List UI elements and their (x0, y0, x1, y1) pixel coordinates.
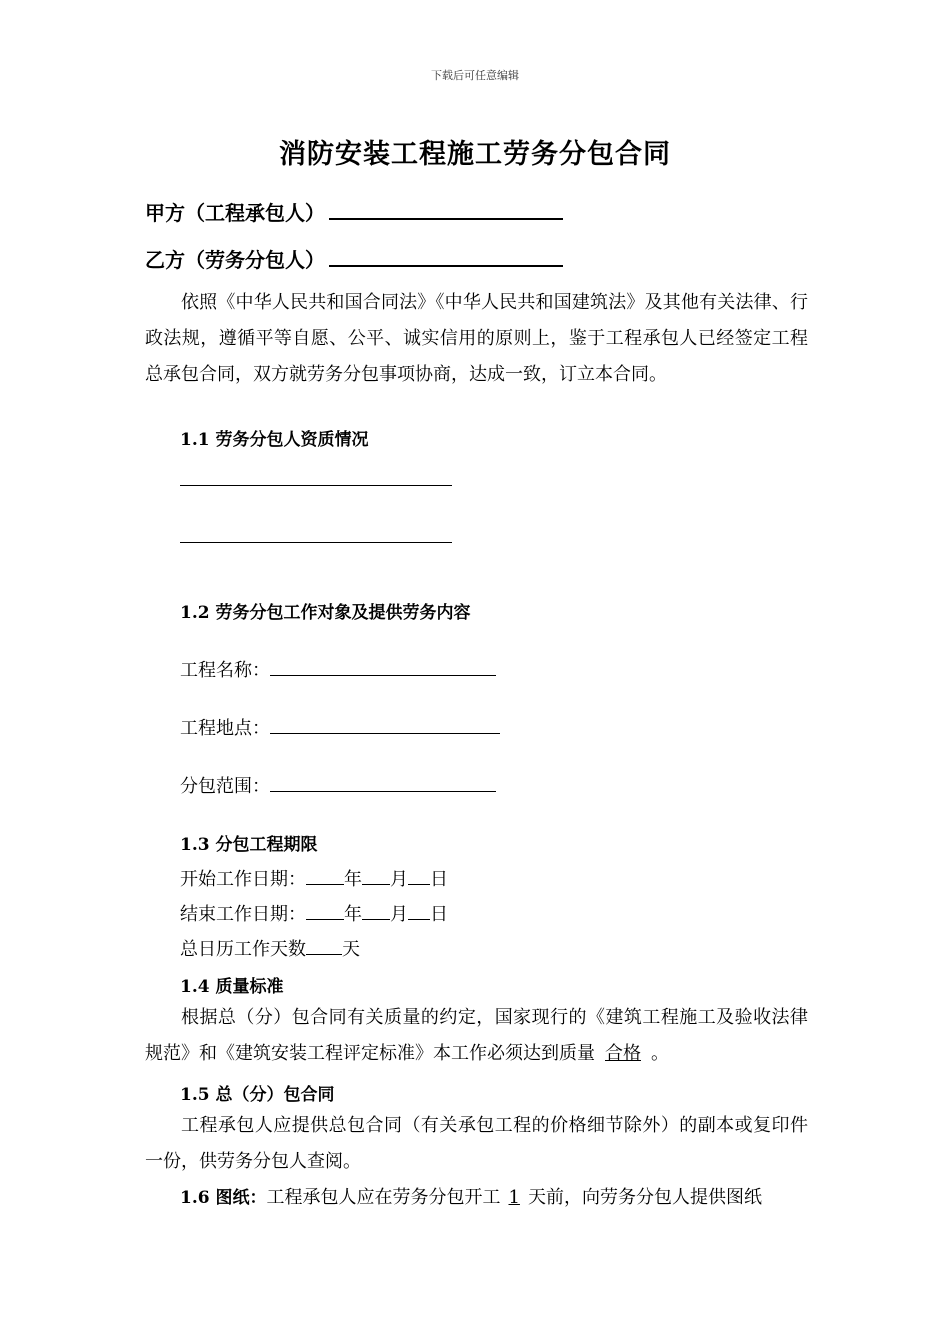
project-location-label: 工程地点： (180, 718, 270, 739)
general-contract-paragraph: 工程承包人应提供总包合同（有关承包工程的价格细节除外）的副本或复印件一份，供劳务分包人查阅。 (145, 1115, 808, 1172)
project-location-row (180, 714, 500, 740)
party-b-blank (329, 247, 563, 267)
total-days-label: 总日历工作天数 (180, 939, 306, 960)
start-date-label: 开始工作日期： (180, 869, 306, 890)
start-day-unit: 日 (430, 869, 448, 890)
end-year-blank (306, 903, 344, 920)
scope-label: 分包范围： (180, 776, 270, 797)
scope-blank (270, 775, 496, 792)
start-day-blank (408, 868, 430, 885)
drawings-text: 工程承包人应在劳务分包开工 (266, 1187, 501, 1208)
party-a-label: 甲方（工程承包人） (145, 201, 325, 225)
intro-paragraph: 依照《中华人民共和国合同法》《中华人民共和国建筑法》及其他有关法律、行政法规，遵循平等自愿、公平、诚实信用的原则上，鉴于工程承包人已经签定工程总承包合同，双方就劳务分包事项协商，达成一致，订立本合同。 (145, 292, 808, 385)
end-date-row (180, 900, 448, 926)
quality-text: 根据总（分）包合同有关质量的约定，国家现行的《建筑工程施工及验收法律规范》和《建筑安装工程评定标准》本工作必须达到质量 (145, 1007, 808, 1064)
drawings-paragraph (180, 1180, 808, 1216)
end-day-blank (408, 903, 430, 920)
quality-end: 。 (651, 1043, 669, 1064)
section-1-1-heading: 1.1 劳务分包人资质情况 (180, 430, 369, 450)
document-title: 消防安装工程施工劳务分包合同 (279, 139, 671, 170)
scope-row (180, 772, 496, 798)
start-year-unit: 年 (344, 869, 362, 890)
section-1-2-heading: 1.2 劳务分包工作对象及提供劳务内容 (180, 603, 471, 623)
party-a-row (145, 197, 563, 226)
project-name-label: 工程名称： (180, 660, 270, 681)
start-date-row (180, 865, 448, 891)
quality-paragraph (145, 1000, 808, 1072)
start-month-unit: 月 (390, 869, 408, 890)
party-a-blank (329, 200, 563, 220)
start-month-blank (362, 868, 390, 885)
project-location-blank (270, 717, 500, 734)
project-name-row (180, 656, 496, 682)
total-days-blank (306, 938, 342, 955)
qualification-blank-2 (180, 542, 452, 543)
end-year-unit: 年 (344, 904, 362, 925)
section-1-3-heading: 1.3 分包工程期限 (180, 835, 318, 855)
qualification-blank-1 (180, 485, 452, 486)
total-days-row (180, 935, 360, 961)
start-year-blank (306, 868, 344, 885)
drawings-text-end: 天前，向劳务分包人提供图纸 (527, 1187, 762, 1208)
drawings-days-value: 1 (508, 1187, 520, 1208)
end-day-unit: 日 (430, 904, 448, 925)
section-1-4-heading: 1.4 质量标准 (180, 977, 284, 997)
section-1-5-heading: 1.5 总（分）包合同 (180, 1085, 335, 1105)
end-date-label: 结束工作日期： (180, 904, 306, 925)
header-note: 下载后可任意编辑 (431, 69, 519, 82)
project-name-blank (270, 659, 496, 676)
party-b-row (145, 244, 563, 273)
end-month-unit: 月 (390, 904, 408, 925)
section-1-6-heading: 1.6 图纸： (180, 1188, 267, 1208)
party-b-label: 乙方（劳务分包人） (145, 248, 325, 272)
total-days-unit: 天 (342, 939, 360, 960)
quality-value: 合格 (605, 1043, 641, 1064)
end-month-blank (362, 903, 390, 920)
